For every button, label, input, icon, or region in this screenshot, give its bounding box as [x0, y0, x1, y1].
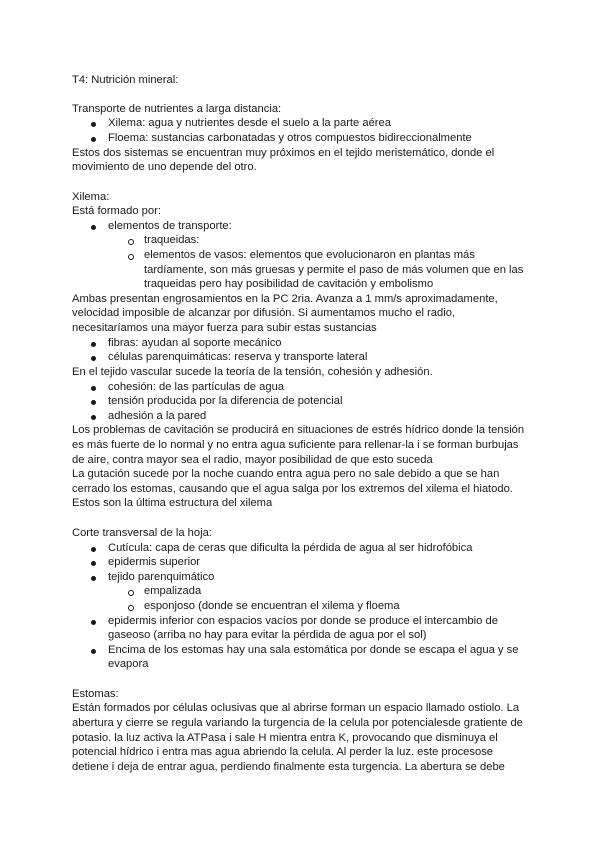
list-item-celulas: células parenquimáticas: reserva y transporte lateral: [108, 351, 368, 363]
sub-bullet-circle: [128, 590, 134, 596]
paragraph-line: Estos dos sistemas se encuentran muy próximos en el tejido meristemático, donde el: [72, 147, 495, 159]
list-item-cuticula: Cutícula: capa de ceras que dificulta la pérdida de agua al ser hidrofóbica: [108, 542, 473, 554]
paragraph-line: necesitaríamos una mayor fuerza para subir estas sustancias: [72, 322, 377, 334]
sub-bullet-circle: [128, 239, 134, 245]
section-heading-corte: Corte transversal de la hoja:: [72, 527, 212, 539]
list-item-epidermis-inferior-cont: gaseoso (arriba no hay para evitar la pérdida de agua por el sol): [108, 629, 427, 641]
bullet-dot: [91, 386, 96, 391]
list-item-xilema: Xilema: agua y nutrientes desde el suelo a la parte aérea: [108, 117, 391, 129]
bullet-dot: [91, 576, 96, 581]
paragraph-line: Los problemas de cavitación se producirá en situaciones de estrés hídrico donde la tensión: [72, 424, 525, 436]
list-item-epidermis-inferior: epidermis inferior con espacios vacíos por donde se produce el intercambio de: [108, 615, 498, 627]
bullet-dot: [91, 620, 96, 625]
list-item-sala-estomatica-cont: evapora: [108, 658, 149, 670]
sub-bullet-circle: [128, 605, 134, 611]
bullet-dot: [91, 225, 96, 230]
bullet-dot: [91, 415, 96, 420]
bullet-dot: [91, 649, 96, 654]
list-item-fibras: fibras: ayudan al soporte mecánico: [108, 337, 282, 349]
document-title: T4: Nutrición mineral:: [72, 74, 179, 86]
paragraph-line: abertura y cierre se regula variando la turgencia de la celula por potencialesde gratiente de: [72, 717, 523, 729]
paragraph-line: Ambas presentan engrosamientos en la PC 2ria. Avanza a 1 mm/s aproximadamente,: [72, 293, 498, 305]
sub-item-empalizada: empalizada: [144, 585, 202, 597]
sub-item-traqueidas: traqueidas:: [144, 234, 200, 246]
section-heading-transporte: Transporte de nutrientes a larga distancia:: [72, 103, 282, 115]
bullet-dot: [91, 122, 96, 127]
paragraph-line: potencial hídrico i entra mas agua abriendo la celula. Al perder la luz. este procesose: [72, 746, 494, 758]
list-item-epidermis-superior: epidermis superior: [108, 556, 201, 568]
list-item-elementos: elementos de transporte:: [108, 220, 232, 232]
paragraph-line: Estos son la última estructura del xilema: [72, 497, 273, 509]
list-item-adhesion: adhesión a la pared: [108, 410, 207, 422]
sub-bullet-circle: [128, 254, 134, 260]
paragraph-line: En el tejido vascular sucede la teoría de la tensión, cohesión y adhesión.: [72, 366, 433, 378]
sub-item-vasos: elementos de vasos: elementos que evolucionaron en plantas más: [144, 249, 475, 261]
section-heading-estomas: Estomas:: [72, 688, 119, 700]
paragraph-line: velocidad imposible de alcanzar por difusión. Si aumentamos mucho el radio,: [72, 307, 456, 319]
list-item-floema: Floema: sustancias carbonatadas y otros compuestos bidireccionalmente: [108, 132, 472, 144]
bullet-dot: [91, 561, 96, 566]
paragraph-line: Está formado por:: [72, 205, 161, 217]
bullet-dot: [91, 400, 96, 405]
sub-item-vasos-cont: tardíamente, son más gruesas y permite el paso de más volumen que en las: [144, 264, 524, 276]
paragraph-line: La gutación sucede por la noche cuando entra agua pero no sale debido a que se han: [72, 468, 500, 480]
list-item-tejido: tejido parenquimático: [108, 571, 215, 583]
paragraph-line: movimiento de uno depende del otro.: [72, 161, 257, 173]
list-item-tension: tensión producida por la diferencia de potencial: [108, 395, 343, 407]
bullet-dot: [91, 547, 96, 552]
bullet-dot: [91, 356, 96, 361]
paragraph-line: potasio. la luz activa la ATPasa i sale H mientra entra K, provocando que disminuya el: [72, 732, 498, 744]
bullet-dot: [91, 342, 96, 347]
paragraph-line: detiene i deja de entrar agua, perdiendo finalmente esta turgencia. La abertura se debe: [72, 761, 505, 773]
sub-item-vasos-cont: traqueidas pero hay posibilidad de cavitación y embolismo: [144, 278, 434, 290]
list-item-cohesion: cohesión: de las partículas de agua: [108, 381, 285, 393]
bullet-dot: [91, 137, 96, 142]
section-heading-xilema: Xilema:: [72, 191, 110, 203]
paragraph-line: es más fuerte de lo normal y no entra agua suficiente para rellenar-la i se forman burbujas: [72, 439, 519, 451]
paragraph-line: cerrado los estomas, causando que el agua salga por los extremos del xilema el hiatodo.: [72, 483, 513, 495]
list-item-sala-estomatica: Encima de los estomas hay una sala estomática por donde se escapa el agua y se: [108, 644, 519, 656]
sub-item-esponjoso: esponjoso (donde se encuentran el xilema y floema: [144, 600, 400, 612]
paragraph-line: Están formados por células oclusivas que al abrirse forman un espacio llamado ostiolo. La: [72, 702, 520, 714]
paragraph-line: de aire, contra mayor sea el radio, mayor posibilidad de que esto suceda: [72, 454, 433, 466]
